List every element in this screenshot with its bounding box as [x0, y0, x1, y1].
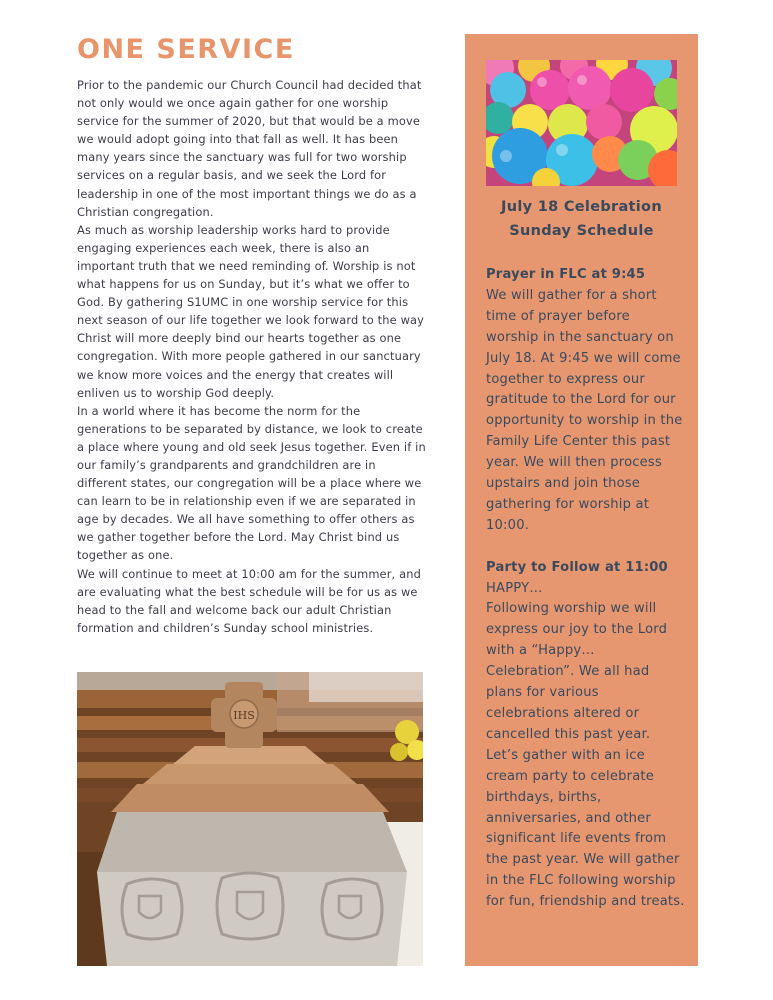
section-heading-prayer: Prayer in FLC at 9:45	[486, 267, 646, 282]
section-text-prayer: We will gather for a short time of prayer before worship in the sanctuary on July 18. At 9:45 we will come together to express our gratitude to the Lord for our opportunity to worship in the Family Life Center this past year. We will then process upstairs and join those gathering for worship at 10:00.	[486, 287, 683, 533]
sidebar-title-line: July 18 Celebration	[501, 199, 662, 215]
article-paragraph: In a world where it has become the norm for the generations to be separated by distance, we look to create a place where young and old seek Jesus together. Even if in our family’s grandparents and grandchildren are in different states, our congregation will be a place where we can learn to be in relationship even if we are separated in age by decades. We all have something to offer others as we gather together before the Lord. May Christ bind us together as one.	[77, 403, 426, 563]
main-article	[77, 76, 427, 637]
section-party-happy: HAPPY…	[486, 580, 543, 596]
article-paragraph: We will continue to meet at 10:00 am for the summer, and are evaluating what the best schedule will be for us as we head to the fall and welcome back our adult Christian formation and children’s Sunday school ministries.	[77, 566, 421, 635]
sidebar-title-line: Sunday Schedule	[509, 222, 654, 239]
ihs-emblem: IHS	[233, 709, 255, 722]
section-heading-party: Party to Follow at 11:00	[486, 559, 668, 575]
section-text-party: Following worship we will express our joy to the Lord with a “Happy… Celebration”. We all had plans for various celebrations altered or cancelled this past year. Let’s gather with an ice cream party to celebrate birthdays, births, anniversaries, and other significant life events from the past year. We will gather in the FLC following worship for fun, friendship and treats.	[486, 601, 685, 910]
balloons-photo	[486, 60, 677, 186]
article-paragraph: Prior to the pandemic our Church Council had decided that not only would we once again gather for one worship service for the summer of 2020, but that would be a move we would adopt going into that fall as well. It has been many years since the sanctuary was full for two worship services on a regular basis, and we seek the Lord for leadership in one of the most important things we do as a Christian congregation.	[77, 78, 422, 219]
page-title: ONE SERVICE	[77, 34, 295, 65]
article-paragraph: As much as worship leadership works hard to provide engaging experiences each week, there is also an important truth that we need reminding of. Worship is not what happens for us on Sunday, but it’s what we offer to God. By gathering S1UMC in one worship service for this next season of our life together we look forward to the way Christ will more deeply bind our hearts together as one congregation. With more people gathered in our sanctuary we know more voices and the energy that creates will enliven us to worship God deeply.	[77, 222, 425, 400]
sidebar-schedule	[486, 265, 686, 913]
sidebar-panel	[465, 34, 698, 966]
sidebar-title	[465, 196, 698, 243]
baptismal-font-photo	[77, 672, 423, 966]
